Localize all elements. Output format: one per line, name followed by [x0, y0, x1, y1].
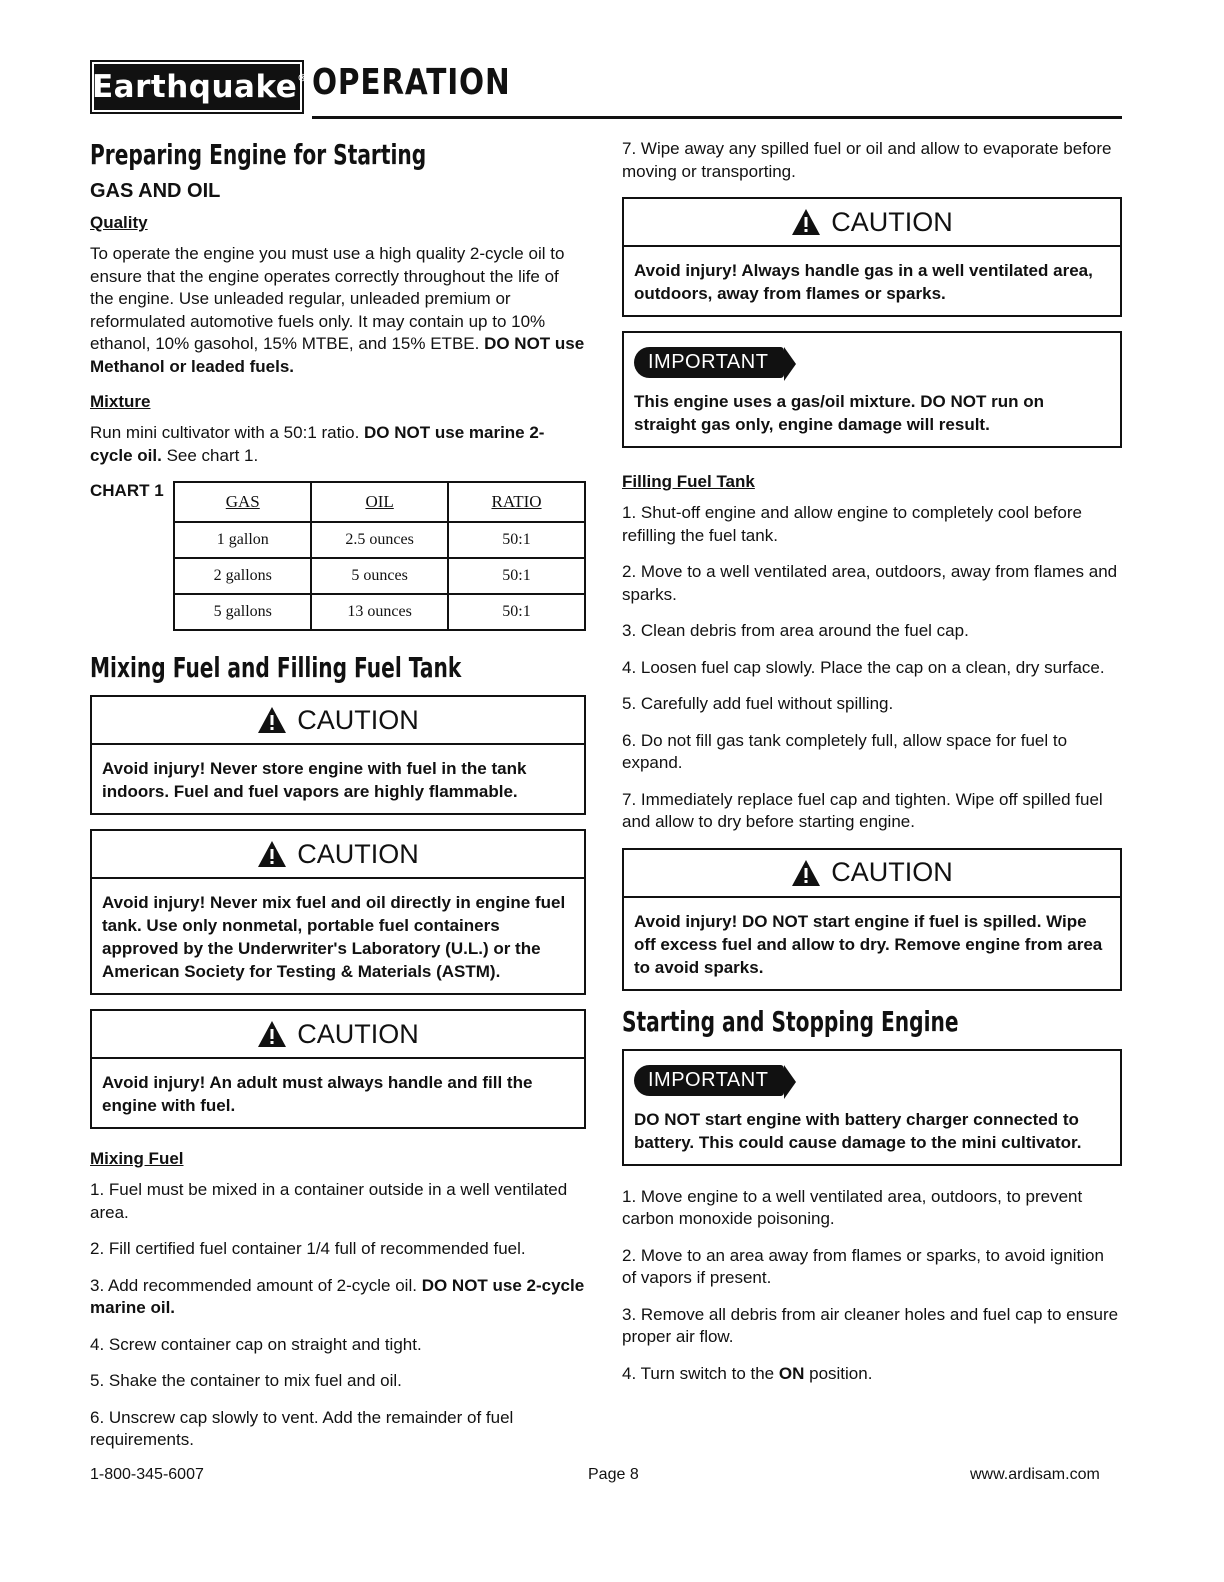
- table-row: [174, 558, 585, 594]
- warning-triangle-icon: [257, 1020, 287, 1048]
- page-title: OPERATION: [312, 62, 511, 103]
- important-box: [622, 331, 1122, 448]
- table-header: RATIO: [448, 482, 585, 522]
- caution-label: CAUTION: [297, 838, 419, 869]
- important-badge: IMPORTANT: [634, 1065, 784, 1096]
- list-item: 3. Remove all debris from air cleaner holes and fuel cap to ensure proper air flow.: [622, 1304, 1119, 1346]
- warning-triangle-icon: [791, 208, 821, 236]
- header-rule: [312, 116, 1122, 119]
- caution-label: CAUTION: [297, 704, 419, 735]
- caution-box: [90, 1009, 586, 1129]
- table-row: [174, 522, 585, 558]
- gas-oil-heading: GAS AND OIL: [90, 180, 221, 202]
- list-item: 2. Move to an area away from flames or sparks, to avoid ignition of vapors if present.: [622, 1245, 1104, 1287]
- warning-triangle-icon: [257, 840, 287, 868]
- list-item: 6. Unscrew cap slowly to vent. Add the remainder of fuel requirements.: [90, 1407, 514, 1449]
- earthquake-logo: Earthquake®: [90, 60, 304, 114]
- table-cell: 50:1: [448, 558, 585, 594]
- warning-triangle-icon: [257, 706, 287, 734]
- caution-label: CAUTION: [831, 857, 953, 887]
- list-item: 4. Turn switch to the ON position.: [622, 1363, 873, 1383]
- caution-label: CAUTION: [831, 206, 953, 237]
- quality-heading: Quality: [90, 213, 148, 232]
- table-header-row: [174, 482, 585, 522]
- caution-box: [622, 197, 1122, 317]
- table-cell: 50:1: [448, 522, 585, 558]
- table-cell: 2 gallons: [174, 558, 311, 594]
- mixing-fuel-heading: Mixing Fuel: [90, 1149, 184, 1168]
- table-cell: 50:1: [448, 594, 585, 630]
- left-column: [90, 138, 586, 1466]
- list-item: 6. Do not fill gas tank completely full, allow space for fuel to expand.: [622, 730, 1068, 772]
- footer-page-number: Page 8: [588, 1466, 639, 1483]
- caution-text: Avoid injury! Never store engine with fuel in the tank indoors. Fuel and fuel vapors are highly flammable.: [102, 759, 527, 801]
- page-header: [88, 58, 1122, 120]
- caution-text: Avoid injury! An adult must always handle and fill the engine with fuel.: [102, 1073, 533, 1115]
- important-box: [622, 1049, 1122, 1166]
- caution-text: Avoid injury! Always handle gas in a well ventilated area, outdoors, away from flames or sparks.: [634, 261, 1093, 303]
- caution-label: CAUTION: [297, 1018, 419, 1049]
- table-cell: 5 ounces: [311, 558, 448, 594]
- list-item: 1. Shut-off engine and allow engine to completely cool before refilling the fuel tank.: [622, 503, 1082, 545]
- table-cell: 13 ounces: [311, 594, 448, 630]
- list-item: 7. Immediately replace fuel cap and tighten. Wipe off spilled fuel and allow to dry before starting engine.: [622, 789, 1103, 831]
- caution-box: [622, 848, 1122, 991]
- chart-label: CHART 1: [90, 481, 164, 500]
- section-title-starting: Starting and Stopping Engine: [622, 1004, 959, 1038]
- mixture-heading: Mixture: [90, 392, 151, 411]
- table-header: OIL: [311, 482, 448, 522]
- chart-1: [90, 481, 586, 631]
- caution-box: [90, 695, 586, 815]
- important-badge: IMPORTANT: [634, 347, 784, 378]
- section-title-preparing: Preparing Engine for Starting: [90, 138, 427, 171]
- list-item: 3. Clean debris from area around the fuel cap.: [622, 621, 969, 640]
- list-item: 5. Carefully add fuel without spilling.: [622, 694, 894, 713]
- table-row: [174, 594, 585, 630]
- list-item: 5. Shake the container to mix fuel and oil.: [90, 1371, 402, 1390]
- fuel-ratio-table: [173, 481, 586, 631]
- list-item: 3. Add recommended amount of 2-cycle oil. DO NOT use 2-cycle marine oil.: [90, 1275, 585, 1317]
- footer-url: www.ardisam.com: [970, 1466, 1100, 1483]
- list-item: 2. Fill certified fuel container 1/4 full of recommended fuel.: [90, 1239, 526, 1258]
- important-text: This engine uses a gas/oil mixture. DO NOT run on straight gas only, engine damage will result.: [634, 392, 1044, 434]
- footer-phone: 1-800-345-6007: [90, 1466, 204, 1483]
- mixture-text: Run mini cultivator with a 50:1 ratio. DO NOT use marine 2-cycle oil. See chart 1.: [90, 423, 545, 465]
- quality-text: To operate the engine you must use a high quality 2-cycle oil to ensure that the engine operates correctly throughout the life of the engine. Use unleaded regular, unleaded premium or reformulated automotive fuels only. It may contain up to 10% ethanol, 10% gasohol, 15% MTBE, and 15% ETBE. DO NOT use Methanol or leaded fuels.: [90, 244, 585, 376]
- caution-text: Avoid injury! Never mix fuel and oil directly in engine fuel tank. Use only nonmetal, portable fuel containers approved by the Underwriter's Laboratory (U.L.) or the American Society for Testing & Materials (ASTM).: [102, 893, 566, 981]
- list-item: 4. Loosen fuel cap slowly. Place the cap on a clean, dry surface.: [622, 657, 1105, 677]
- caution-box: [90, 829, 586, 995]
- table-cell: 5 gallons: [174, 594, 311, 630]
- warning-triangle-icon: [791, 859, 821, 887]
- list-item: 2. Move to a well ventilated area, outdoors, away from flames and sparks.: [622, 562, 1118, 604]
- list-item: 4. Screw container cap on straight and tight.: [90, 1334, 422, 1354]
- table-cell: 1 gallon: [174, 522, 311, 558]
- list-item: 1. Fuel must be mixed in a container outside in a well ventilated area.: [90, 1180, 568, 1222]
- section-title-mixing: Mixing Fuel and Filling Fuel Tank: [90, 651, 462, 684]
- important-text: DO NOT start engine with battery charger connected to battery. This could cause damage to the mini cultivator.: [634, 1109, 1082, 1152]
- list-item: 1. Move engine to a well ventilated area, outdoors, to prevent carbon monoxide poisoning.: [622, 1186, 1083, 1228]
- table-header: GAS: [174, 482, 311, 522]
- list-item: 7. Wipe away any spilled fuel or oil and allow to evaporate before moving or transporting.: [622, 139, 1112, 181]
- filling-fuel-tank-heading: Filling Fuel Tank: [622, 472, 755, 491]
- caution-text: Avoid injury! DO NOT start engine if fuel is spilled. Wipe off excess fuel and allow to dry. Remove engine from area to avoid sparks.: [634, 911, 1103, 977]
- right-column: [622, 138, 1122, 1399]
- table-cell: 2.5 ounces: [311, 522, 448, 558]
